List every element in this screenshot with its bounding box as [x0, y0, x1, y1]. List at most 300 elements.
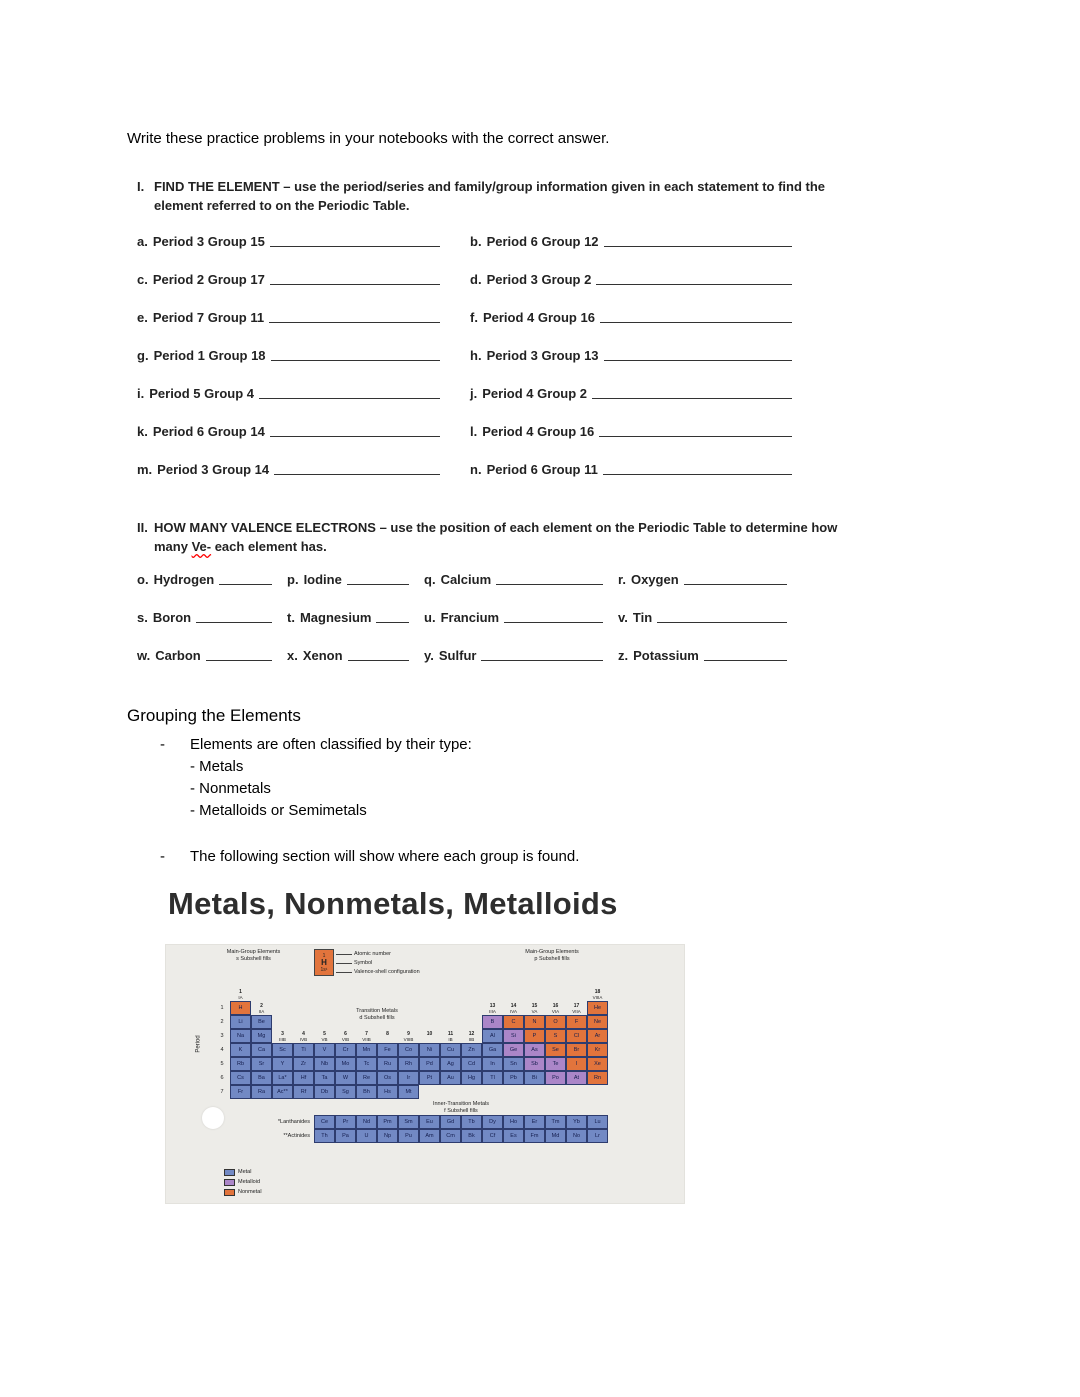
element-cell: Es — [503, 1129, 524, 1143]
element-cell: Pa — [335, 1129, 356, 1143]
element-cell: Lr — [587, 1129, 608, 1143]
section2-heading-line1: HOW MANY VALENCE ELECTRONS – use the position of each element on the Periodic Table to determine how — [154, 520, 838, 535]
answer-blank — [270, 424, 440, 437]
question-item — [470, 424, 792, 440]
question-item — [137, 648, 287, 686]
question-text: Xenon — [302, 648, 343, 663]
element-cell: Be — [251, 1015, 272, 1029]
question-text: Iodine — [303, 572, 342, 587]
scan-hole-artifact — [202, 1107, 224, 1129]
grouping-bullet-1-text: Elements are often classified by their type: — [190, 736, 472, 753]
question-label: d. — [470, 272, 482, 287]
element-cell: Au — [440, 1071, 461, 1085]
element-cell: Fr — [230, 1085, 251, 1099]
grouping-sub-nonmetals: - Nonmetals — [190, 780, 271, 797]
element-cell: Fm — [524, 1129, 545, 1143]
find-element-row — [137, 386, 792, 424]
answer-blank — [599, 424, 792, 437]
answer-blank — [259, 386, 440, 399]
question-item — [137, 610, 287, 648]
question-label: t. — [287, 610, 295, 625]
question-item — [137, 424, 470, 440]
group-label: 4 IVB — [299, 1031, 308, 1042]
ve-term: Ve- — [191, 539, 212, 554]
periodic-table-scan — [165, 944, 685, 1204]
question-label: f. — [470, 310, 478, 325]
question-item — [470, 386, 792, 402]
question-text: Period 3 Group 13 — [486, 348, 599, 363]
element-cell: C — [503, 1015, 524, 1029]
element-cell: Cd — [461, 1057, 482, 1071]
question-item — [287, 610, 424, 648]
element-cell: Cr — [335, 1043, 356, 1057]
element-cell — [272, 1001, 293, 1015]
annotation-key — [314, 949, 420, 977]
element-cell: Ba — [251, 1071, 272, 1085]
question-label: k. — [137, 424, 148, 439]
element-cell: Hg — [461, 1071, 482, 1085]
group-label: 6 VIB — [341, 1031, 350, 1042]
question-text: Tin — [632, 610, 653, 625]
element-cell: No — [566, 1129, 587, 1143]
section2-number: II. — [137, 520, 148, 535]
find-element-row — [137, 348, 792, 386]
element-cell: Ti — [293, 1043, 314, 1057]
element-cell — [314, 1001, 335, 1015]
element-cell: Nd — [356, 1115, 377, 1129]
question-label: o. — [137, 572, 149, 587]
group-label: 15 VA — [531, 1003, 538, 1014]
element-cell — [314, 1015, 335, 1029]
symbol-label: Symbol — [336, 959, 420, 968]
answer-blank — [604, 348, 792, 361]
figure-title: Metals, Nonmetals, Metalloids — [168, 886, 618, 921]
question-label: y. — [424, 648, 434, 663]
lanthanides-label: *Lanthanides — [277, 1119, 310, 1125]
element-cell: Ni — [419, 1043, 440, 1057]
element-cell: Nb — [314, 1057, 335, 1071]
find-element-row — [137, 462, 792, 500]
legend-item — [224, 1167, 262, 1177]
element-cell: K — [230, 1043, 251, 1057]
element-cell — [356, 1001, 377, 1015]
element-cell: Ir — [398, 1071, 419, 1085]
section2-heading-line2: many Ve- each element has. — [154, 539, 327, 554]
element-cell — [293, 1001, 314, 1015]
element-cell: As — [524, 1043, 545, 1057]
element-cell: Al — [482, 1029, 503, 1043]
element-cell — [398, 1015, 419, 1029]
group-label: 8 — [386, 1031, 389, 1037]
element-cell: Sn — [503, 1057, 524, 1071]
question-item — [137, 272, 470, 288]
legend-label: Nonmetal — [238, 1189, 262, 1195]
element-cell — [461, 1085, 482, 1099]
element-cell: Zr — [293, 1057, 314, 1071]
element-cell — [461, 1015, 482, 1029]
periodic-table-grid — [230, 1001, 608, 1099]
period-number: 3 — [220, 1033, 224, 1039]
find-element-row — [137, 424, 792, 462]
element-cell: Ho — [503, 1115, 524, 1129]
question-item — [137, 386, 470, 402]
section2-heading — [137, 518, 837, 556]
element-cell: At — [566, 1071, 587, 1085]
period-number: 4 — [220, 1047, 224, 1053]
element-cell: Pr — [335, 1115, 356, 1129]
grouping-bullet-2-text: The following section will show where each group is found. — [190, 848, 580, 865]
element-cell: N — [524, 1015, 545, 1029]
element-cell: Cs — [230, 1071, 251, 1085]
element-cell: Th — [314, 1129, 335, 1143]
element-cell: Rb — [230, 1057, 251, 1071]
element-cell: Pm — [377, 1115, 398, 1129]
element-cell: Ta — [314, 1071, 335, 1085]
answer-blank — [196, 610, 272, 623]
find-element-row — [137, 272, 792, 310]
question-text: Period 6 Group 11 — [486, 462, 598, 477]
element-cell: Zn — [461, 1043, 482, 1057]
legend-label: Metalloid — [238, 1179, 261, 1185]
section1-heading-line1: FIND THE ELEMENT – use the period/series and family/group information given in each statement to find the — [154, 179, 826, 194]
answer-blank — [481, 648, 603, 661]
question-item — [287, 648, 424, 686]
element-cell — [440, 1001, 461, 1015]
valence-row — [137, 648, 797, 686]
question-label: g. — [137, 348, 149, 363]
element-cell: Mg — [251, 1029, 272, 1043]
answer-blank — [274, 462, 440, 475]
question-item — [424, 610, 618, 648]
element-cell: Ac** — [272, 1085, 293, 1099]
element-cell: Rn — [587, 1071, 608, 1085]
question-label: a. — [137, 234, 148, 249]
period-number: 6 — [220, 1075, 224, 1081]
grouping-bullet-2 — [127, 846, 579, 868]
element-cell: Pu — [398, 1129, 419, 1143]
question-label: s. — [137, 610, 148, 625]
answer-blank — [600, 310, 792, 323]
element-cell — [335, 1015, 356, 1029]
question-label: n. — [470, 462, 482, 477]
question-text: Oxygen — [630, 572, 679, 587]
question-label: m. — [137, 462, 153, 477]
question-label: w. — [137, 648, 151, 663]
question-text: Period 2 Group 17 — [152, 272, 265, 287]
main-group-right-label: Main-Group Elements p Subshell fills — [525, 949, 579, 962]
answer-blank — [206, 648, 272, 661]
legend-swatch — [224, 1189, 235, 1196]
element-cell: Pb — [503, 1071, 524, 1085]
question-label: p. — [287, 572, 299, 587]
question-text: Period 3 Group 2 — [486, 272, 592, 287]
question-label: e. — [137, 310, 148, 325]
element-cell: Na — [230, 1029, 251, 1043]
element-cell: Rh — [398, 1057, 419, 1071]
bullet-dash: - — [160, 848, 165, 865]
question-text: Calcium — [440, 572, 492, 587]
element-cell — [503, 1085, 524, 1099]
atomic-number-label: Atomic number — [336, 950, 420, 959]
question-text: Period 5 Group 4 — [149, 386, 254, 401]
answer-blank — [496, 572, 603, 585]
question-item — [618, 648, 787, 686]
element-cell: Mt — [398, 1085, 419, 1099]
element-cell: Ne — [587, 1015, 608, 1029]
valence-config-label: Valence-shell configuration — [336, 968, 420, 977]
grouping-title: Grouping the Elements — [127, 706, 301, 725]
answer-blank — [270, 234, 440, 247]
period-axis-label: Period — [195, 1035, 202, 1053]
element-cell: Ru — [377, 1057, 398, 1071]
legend-item — [224, 1187, 262, 1197]
bullet-dash: - — [160, 736, 165, 753]
main-group-left-label: Main-Group Elements s Subshell fills — [226, 949, 281, 962]
element-cell: Lu — [587, 1115, 608, 1129]
group-label: 3 IIIB — [279, 1031, 286, 1042]
element-cell: H — [230, 1001, 251, 1015]
question-item — [137, 572, 287, 610]
group-label: 18 VIIIA — [592, 989, 603, 1000]
element-cell: Bk — [461, 1129, 482, 1143]
question-text: Potassium — [633, 648, 699, 663]
element-cell — [440, 1085, 461, 1099]
question-text: Period 3 Group 15 — [152, 234, 265, 249]
element-cell: Xe — [587, 1057, 608, 1071]
element-cell — [419, 1001, 440, 1015]
element-cell: Mo — [335, 1057, 356, 1071]
answer-blank — [376, 610, 409, 623]
element-cell: Ca — [251, 1043, 272, 1057]
element-cell: Y — [272, 1057, 293, 1071]
element-cell: Sc — [272, 1043, 293, 1057]
answer-blank — [596, 272, 792, 285]
question-item — [618, 610, 787, 648]
element-cell: Tl — [482, 1071, 503, 1085]
element-cell: Se — [545, 1043, 566, 1057]
legend-swatch — [224, 1169, 235, 1176]
element-cell: Kr — [587, 1043, 608, 1057]
legend-item — [224, 1177, 262, 1187]
question-item — [137, 462, 470, 478]
element-cell — [293, 1015, 314, 1029]
legend-label: Metal — [238, 1169, 252, 1175]
element-cell: Ce — [314, 1115, 335, 1129]
question-label: x. — [287, 648, 298, 663]
question-item — [470, 310, 792, 326]
element-cell: Sm — [398, 1115, 419, 1129]
grouping-sub-metals: - Metals — [190, 758, 244, 775]
question-label: b. — [470, 234, 482, 249]
element-cell — [419, 1085, 440, 1099]
figure-legend — [224, 1167, 262, 1197]
element-cell: Cf — [482, 1129, 503, 1143]
question-label: l. — [470, 424, 478, 439]
actinides-label: **Actinides — [283, 1133, 310, 1139]
group-label: 2 IIA — [258, 1003, 265, 1014]
element-cell: Ar — [587, 1029, 608, 1043]
element-cell: Li — [230, 1015, 251, 1029]
element-cell — [419, 1015, 440, 1029]
group-label: 14 IVA — [510, 1003, 517, 1014]
element-cell — [335, 1001, 356, 1015]
group-label: 16 VIA — [551, 1003, 560, 1014]
intro-text: Write these practice problems in your notebooks with the correct answer. — [127, 130, 610, 147]
question-text: Period 6 Group 14 — [152, 424, 265, 439]
element-cell: Re — [356, 1071, 377, 1085]
element-cell: F — [566, 1015, 587, 1029]
element-cell: Eu — [419, 1115, 440, 1129]
question-label: c. — [137, 272, 148, 287]
answer-blank — [684, 572, 787, 585]
question-text: Period 7 Group 11 — [152, 310, 265, 325]
element-cell: Si — [503, 1029, 524, 1043]
element-cell — [482, 1085, 503, 1099]
group-label: 13 IIIA — [489, 1003, 496, 1014]
element-cell: Fe — [377, 1043, 398, 1057]
element-cell: Cl — [566, 1029, 587, 1043]
find-element-row — [137, 234, 792, 272]
element-cell: Ga — [482, 1043, 503, 1057]
element-cell: Dy — [482, 1115, 503, 1129]
inner-transition-label: Inner-Transition Metals f Subshell fills — [432, 1101, 490, 1114]
element-cell — [461, 1001, 482, 1015]
element-cell: Ag — [440, 1057, 461, 1071]
element-cell: U — [356, 1129, 377, 1143]
question-text: Period 4 Group 2 — [482, 386, 587, 401]
answer-blank — [348, 648, 409, 661]
element-cell: Db — [314, 1085, 335, 1099]
element-cell: S — [545, 1029, 566, 1043]
element-cell: Md — [545, 1129, 566, 1143]
element-cell: Ra — [251, 1085, 272, 1099]
sample-element-cell: 1 H 1s¹ — [314, 949, 334, 976]
answer-blank — [270, 272, 440, 285]
element-cell: Po — [545, 1071, 566, 1085]
element-cell: Hf — [293, 1071, 314, 1085]
find-element-list — [137, 234, 792, 500]
question-text: Boron — [152, 610, 192, 625]
element-cell: Sb — [524, 1057, 545, 1071]
grouping-sub-metalloids: - Metalloids or Semimetals — [190, 802, 367, 819]
element-cell: Bi — [524, 1071, 545, 1085]
question-text: Magnesium — [299, 610, 372, 625]
question-label: i. — [137, 386, 145, 401]
element-cell: Sr — [251, 1057, 272, 1071]
periodic-table-figure — [165, 886, 695, 1204]
legend-swatch — [224, 1179, 235, 1186]
element-cell — [524, 1085, 545, 1099]
question-item — [137, 234, 470, 250]
answer-blank — [269, 310, 440, 323]
answer-blank — [504, 610, 603, 623]
element-cell: Pt — [419, 1071, 440, 1085]
question-item — [137, 310, 470, 326]
period-number: 5 — [220, 1061, 224, 1067]
answer-blank — [704, 648, 787, 661]
grouping-section — [127, 706, 579, 868]
element-cell: Am — [419, 1129, 440, 1143]
group-label: 9 VIIIB — [403, 1031, 414, 1042]
question-text: Sulfur — [438, 648, 477, 663]
question-text: Hydrogen — [153, 572, 215, 587]
question-text: Period 4 Group 16 — [482, 310, 595, 325]
section1-heading-line2: element referred to on the Periodic Table. — [154, 198, 410, 213]
group-label: 5 VB — [321, 1031, 328, 1042]
question-item — [424, 572, 618, 610]
group-label: 1 IA — [238, 989, 243, 1000]
question-label: u. — [424, 610, 436, 625]
grouping-bullet-1 — [127, 734, 579, 756]
valence-electron-list — [137, 572, 797, 686]
question-item — [470, 234, 792, 250]
element-cell — [377, 1015, 398, 1029]
element-cell: O — [545, 1015, 566, 1029]
question-label: r. — [618, 572, 626, 587]
element-cell: Mn — [356, 1043, 377, 1057]
element-cell: Cu — [440, 1043, 461, 1057]
element-cell: Er — [524, 1115, 545, 1129]
answer-blank — [347, 572, 409, 585]
element-cell: Tb — [461, 1115, 482, 1129]
element-cell: In — [482, 1057, 503, 1071]
element-cell: Hs — [377, 1085, 398, 1099]
question-text: Period 4 Group 16 — [482, 424, 595, 439]
element-cell: Cm — [440, 1129, 461, 1143]
element-cell — [398, 1001, 419, 1015]
element-cell: Sg — [335, 1085, 356, 1099]
group-label: 10 — [426, 1031, 433, 1037]
element-cell: Br — [566, 1043, 587, 1057]
section1-heading — [137, 177, 825, 215]
question-label: v. — [618, 610, 628, 625]
element-cell — [545, 1085, 566, 1099]
element-cell: Rf — [293, 1085, 314, 1099]
element-cell: B — [482, 1015, 503, 1029]
answer-blank — [592, 386, 792, 399]
group-label: 17 VIIA — [572, 1003, 581, 1014]
question-item — [424, 648, 618, 686]
element-cell: He — [587, 1001, 608, 1015]
valence-row — [137, 572, 797, 610]
period-number: 2 — [220, 1019, 224, 1025]
group-label: 12 IIB — [468, 1031, 475, 1042]
question-item — [618, 572, 787, 610]
element-cell: I — [566, 1057, 587, 1071]
answer-blank — [219, 572, 272, 585]
question-text: Period 1 Group 18 — [153, 348, 266, 363]
element-cell: V — [314, 1043, 335, 1057]
element-cell: W — [335, 1071, 356, 1085]
element-cell: Ge — [503, 1043, 524, 1057]
section1-number: I. — [137, 179, 145, 194]
element-cell: La* — [272, 1071, 293, 1085]
element-cell — [377, 1001, 398, 1015]
element-cell: P — [524, 1029, 545, 1043]
question-item — [470, 348, 792, 364]
element-cell: Gd — [440, 1115, 461, 1129]
transition-metals-label: Transition Metals d Subshell fills — [356, 1008, 398, 1021]
element-cell: Tm — [545, 1115, 566, 1129]
answer-blank — [604, 234, 792, 247]
question-text: Francium — [440, 610, 500, 625]
element-cell: Yb — [566, 1115, 587, 1129]
element-cell: Tc — [356, 1057, 377, 1071]
element-cell: Te — [545, 1057, 566, 1071]
valence-row — [137, 610, 797, 648]
element-cell: Co — [398, 1043, 419, 1057]
period-number: 1 — [220, 1005, 224, 1011]
